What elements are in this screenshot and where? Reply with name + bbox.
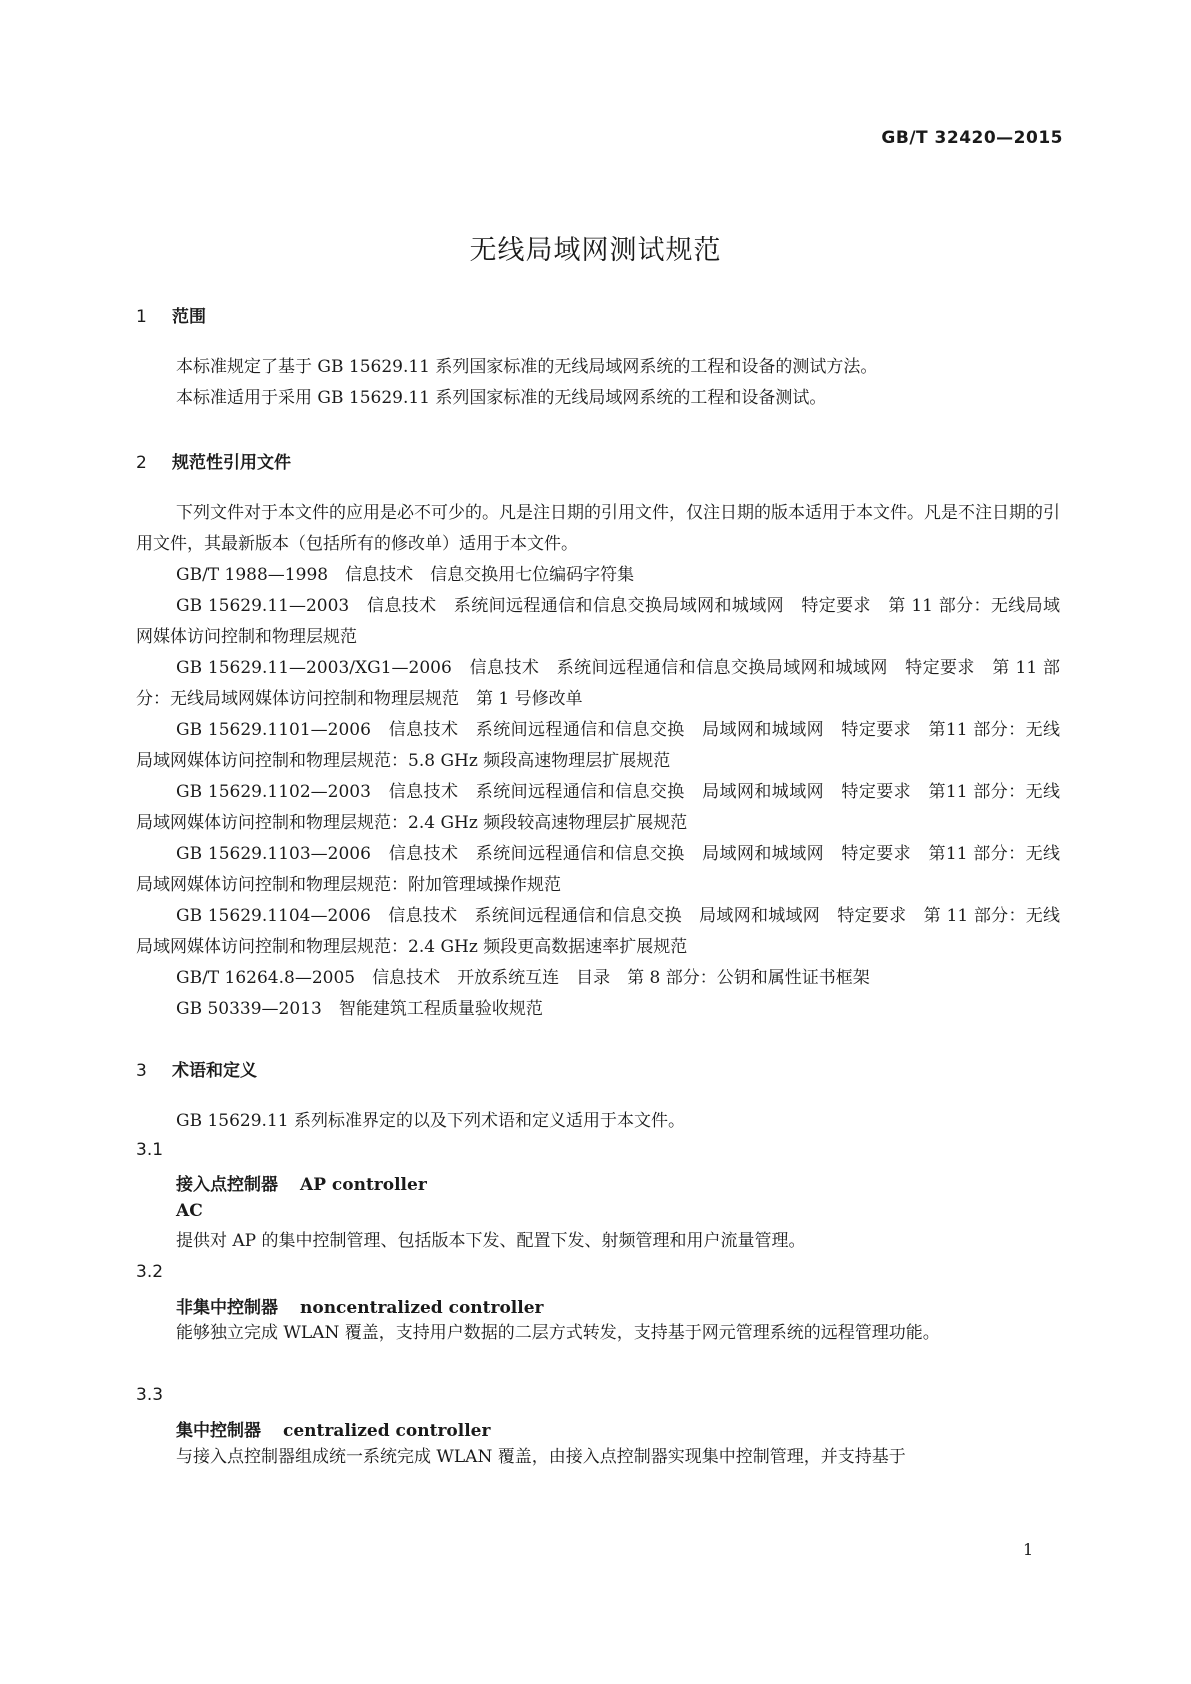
section-title: 规范性引用文件 [172,453,291,473]
term-heading [176,1293,544,1318]
page-title: 无线局域网测试规范 [469,235,722,266]
section-1-heading [136,302,206,327]
term-heading [176,1170,427,1195]
term-number: 3.1 [136,1140,164,1160]
page-number: 1 [1023,1540,1034,1559]
reference-item: GB/T 1988—1998 信息技术 信息交换用七位编码字符集 [176,565,635,585]
term-chinese: 接入点控制器 [176,1175,278,1195]
section-title: 范围 [172,307,206,327]
section-number: 2 [136,453,147,473]
term-chinese: 集中控制器 [176,1421,261,1441]
term-abbreviation: AC [176,1201,203,1221]
term-heading [176,1416,490,1441]
section-number: 1 [136,307,147,327]
term-english: noncentralized controller [300,1298,544,1318]
scope-paragraph-1: 本标准规定了基于 GB 15629.11 系列国家标准的无线局域网系统的工程和设备的测试方法。 [176,357,878,377]
term-number: 3.2 [136,1262,164,1282]
reference-item: GB 50339—2013 智能建筑工程质量验收规范 [176,999,543,1019]
term-definition: 与接入点控制器组成统一系统完成 WLAN 覆盖，由接入点控制器实现集中控制管理，并支持基于 [176,1447,906,1467]
term-chinese: 非集中控制器 [176,1298,278,1318]
section-3-heading [136,1056,257,1081]
references-intro: 下列文件对于本文件的应用是必不可少的。凡是注日期的引用文件，仅注日期的版本适用于本文件。凡是不注日期的引用文件，其最新版本（包括所有的修改单）适用于本文件。 [136,503,1060,554]
reference-item: GB 15629.1102—2003 信息技术 系统间远程通信和信息交换 局域网和城域网 特定要求 第11 部分：无线局域网媒体访问控制和物理层规范：2.4 GHz 频段较高速物理层扩展规范 [136,782,1060,833]
term-definition: 能够独立完成 WLAN 覆盖，支持用户数据的二层方式转发，支持基于网元管理系统的远程管理功能。 [176,1323,940,1343]
scope-paragraph-2: 本标准适用于采用 GB 15629.11 系列国家标准的无线局域网系统的工程和设备测试。 [176,388,827,408]
term-english: centralized controller [283,1421,491,1441]
term-number: 3.3 [136,1385,164,1405]
reference-item: GB 15629.1103—2006 信息技术 系统间远程通信和信息交换 局域网和城域网 特定要求 第11 部分：无线局域网媒体访问控制和物理层规范：附加管理域操作规范 [136,844,1060,895]
reference-item: GB 15629.1101—2006 信息技术 系统间远程通信和信息交换 局域网和城域网 特定要求 第11 部分：无线局域网媒体访问控制和物理层规范：5.8 GHz 频段高速物理层扩展规范 [136,720,1060,771]
term-english: AP controller [300,1175,427,1195]
section-2-heading [136,448,291,473]
reference-item: GB/T 16264.8—2005 信息技术 开放系统互连 目录 第 8 部分：公钥和属性证书框架 [176,968,870,988]
section-title: 术语和定义 [172,1061,257,1081]
reference-item: GB 15629.11—2003/XG1—2006 信息技术 系统间远程通信和信息交换局域网和城域网 特定要求 第 11 部分：无线局域网媒体访问控制和物理层规范 第 1 号修改单 [136,658,1060,709]
section-number: 3 [136,1061,147,1081]
reference-item: GB 15629.11—2003 信息技术 系统间远程通信和信息交换局域网和城域网 特定要求 第 11 部分：无线局域网媒体访问控制和物理层规范 [136,596,1060,647]
reference-item: GB 15629.1104—2006 信息技术 系统间远程通信和信息交换 局域网和城域网 特定要求 第 11 部分：无线局域网媒体访问控制和物理层规范：2.4 GHz 频段更高数据速率扩展规范 [136,906,1060,957]
term-definition: 提供对 AP 的集中控制管理、包括版本下发、配置下发、射频管理和用户流量管理。 [176,1231,806,1251]
standard-code: GB/T 32420—2015 [881,128,1063,148]
terms-intro: GB 15629.11 系列标准界定的以及下列术语和定义适用于本文件。 [176,1111,685,1131]
